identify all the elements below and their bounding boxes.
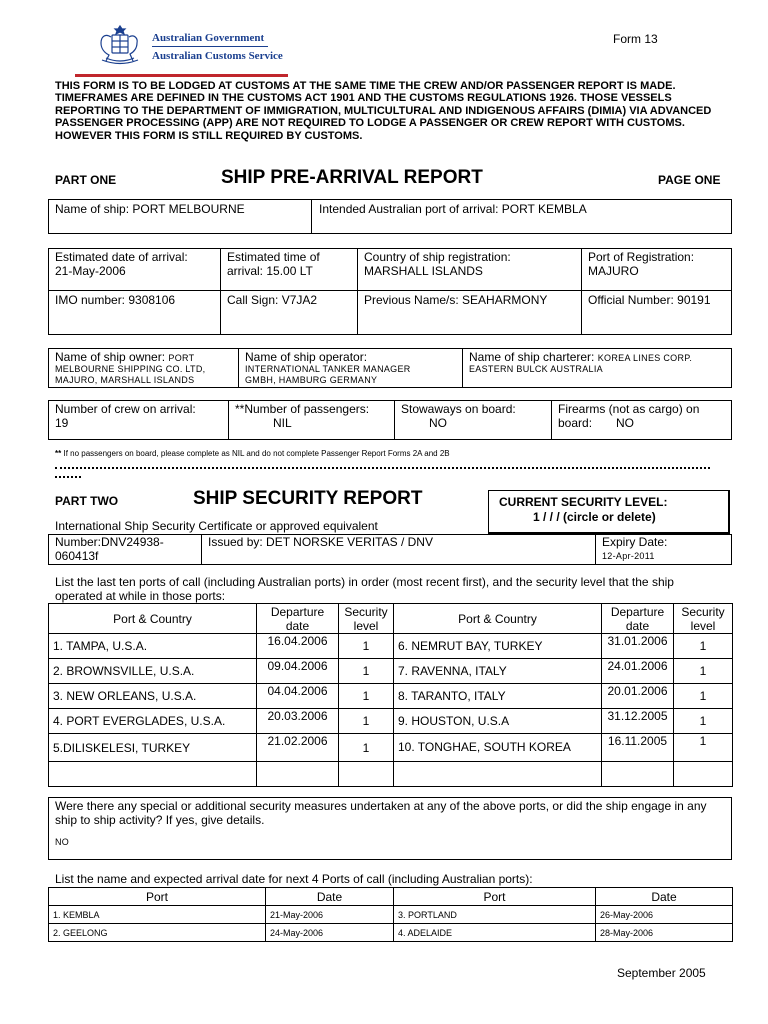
security-level-box [488,490,730,534]
date-cell: 04.04.2006 [257,684,339,709]
official-number: Official Number: 90191 [588,293,711,307]
col-header-port-left: Port & Country [49,604,257,634]
call-sign: Call Sign: V7JA2 [227,293,318,307]
security-report-title: SHIP SECURITY REPORT [193,488,423,509]
ports-intro: List the last ten ports of call (including Australian ports) in order (most recent first), and the security level that the ship operated at while in those ports: [55,575,674,603]
part-two-label: PART TWO [55,494,119,508]
port-cell: 10. TONGHAE, SOUTH KOREA [394,734,602,762]
footnote-stars: ** [55,449,62,458]
col-header-security-right: Security level [674,604,733,634]
port-cell: 4. PORT EVERGLADES, U.S.A. [49,709,257,734]
arrival-registration-box [48,248,732,335]
red-rule [75,74,288,77]
lodgement-notice: THIS FORM IS TO BE LODGED AT CUSTOMS AT THE SAME TIME THE CREW AND/OR PASSENGER REPORT IS MADE. TIMEFRAMES ARE DEFINED IN THE CUSTOMS ACT 1901 AND THE CUSTOMS REGULATIONS 1926. THOSE VESSELS REPORTING TO THE DEPARTMENT OF IMMIGRATION, MULTICULTURAL AND INDIGENOUS AFFAIRS (DIMIA) VIA ADVANCED PASSENGER PROCESSING (APP) ARE NOT REQUIRED TO LODGE A PASSENGER OR CREW REPORT WITH CUSTOMS. HOWEVER THIS FORM IS STILL REQUIRED BY CUSTOMS. [55,80,712,142]
coat-of-arms-logo [92,22,148,66]
level-cell: 1 [674,659,733,684]
firearms-label: Firearms (not as cargo) on [558,402,700,416]
col-header-security-left: Security level [339,604,394,634]
port-registration-label: Port of Registration: [588,250,695,264]
table-row-empty [49,762,733,787]
security-level-title: CURRENT SECURITY LEVEL: [499,495,668,509]
owner-label: Name of ship owner: [55,350,166,364]
form-number: Form 13 [613,32,658,46]
next-col-date-right: Date [596,888,733,906]
date-cell: 20.03.2006 [257,709,339,734]
country-value: MARSHALL ISLANDS [364,264,483,278]
col-header-departure-left: Departure date [257,604,339,634]
section-divider-tail [55,476,81,479]
eta-time-label: Estimated time of [227,250,320,264]
section-divider [55,467,710,470]
country-label: Country of ship registration: [364,250,511,264]
col-header-port-right: Port & Country [394,604,602,634]
level-cell: 1 [674,634,733,659]
date-cell: 16.04.2006 [257,634,339,659]
ship-name-box [48,199,732,234]
stowaways-value: NO [429,416,447,430]
port-cell: 7. RAVENNA, ITALY [394,659,602,684]
special-measures-question: Were there any special or additional security measures undertaken at any of the above ports, or did the ship engage in any ship to ship activity? If yes, give details. [55,799,707,827]
level-cell: 1 [674,684,733,709]
owner-value-3: MAJURO, MARSHALL ISLANDS [55,375,195,385]
port-cell: 5.DILISKELESI, TURKEY [49,734,257,762]
next-date-cell: 28-May-2006 [596,924,733,942]
next-col-date-left: Date [266,888,394,906]
crew-value: 19 [55,416,69,430]
owner-value-2: MELBOURNE SHIPPING CO. LTD, [55,364,206,374]
agency-name: Australian Customs Service [152,50,283,62]
date-cell: 21.02.2006 [257,734,339,762]
certificate-label: International Ship Security Certificate or approved equivalent [55,519,378,533]
table-row [49,684,733,709]
charterer-value-2: EASTERN BULCK AUSTRALIA [469,364,603,374]
issued-by: Issued by: DET NORSKE VERITAS / DNV [208,535,433,549]
security-level-options: 1 / / / (circle or delete) [533,510,656,524]
port-cell: 2. BROWNSVILLE, U.S.A. [49,659,257,684]
owner-operator-box [48,348,732,388]
table-row [49,734,733,762]
level-cell: 1 [339,709,394,734]
port-cell: 1. TAMPA, U.S.A. [49,634,257,659]
level-cell: 1 [339,659,394,684]
stowaways-label: Stowaways on board: [401,402,516,416]
level-cell: 1 [339,684,394,709]
level-cell: 1 [674,734,733,762]
last-ports-table [48,603,733,787]
next-date-cell: 21-May-2006 [266,906,394,924]
next-port-cell: 3. PORTLAND [394,906,596,924]
ship-name: Name of ship: PORT MELBOURNE [55,202,245,216]
previous-names: Previous Name/s: SEAHARMONY [364,293,548,307]
level-cell: 1 [674,709,733,734]
firearms-label-2: board: [558,416,593,430]
date-cell: 09.04.2006 [257,659,339,684]
special-measures-answer: NO [55,837,70,847]
gov-name: Australian Government [152,32,265,44]
certificate-number-2: 060413f [55,549,99,563]
crew-passenger-box [48,400,732,440]
firearms-value: NO [616,416,634,430]
next-date-cell: 24-May-2006 [266,924,394,942]
operator-value-1: INTERNATIONAL TANKER MANAGER [245,364,411,374]
next-port-cell: 2. GEELONG [49,924,266,942]
operator-value-2: GMBH, HAMBURG GERMANY [245,375,378,385]
charterer-value-1: KOREA LINES CORP. [597,353,693,363]
next-ports-intro: List the name and expected arrival date for next 4 Ports of call (including Australian ports): [55,872,533,886]
expiry-label: Expiry Date: [602,535,668,549]
owner-value-1: PORT [168,353,195,363]
port-cell: 8. TARANTO, ITALY [394,684,602,709]
special-measures-box [48,797,732,860]
date-cell: 16.11.2005 [602,734,674,762]
next-port-cell: 1. KEMBLA [49,906,266,924]
next-ports-table [48,887,733,942]
port-of-arrival: Intended Australian port of arrival: PORT KEMBLA [319,202,587,216]
passengers-value: NIL [273,416,292,430]
port-cell: 6. NEMRUT BAY, TURKEY [394,634,602,659]
eta-date-value: 21-May-2006 [55,264,126,278]
next-col-port-left: Port [49,888,266,906]
page-one-label: PAGE ONE [658,173,721,187]
passenger-footnote: If no passengers on board, please complete as NIL and do not complete Passenger Report Forms 2A and 2B [63,449,450,458]
passengers-label: **Number of passengers: [235,402,370,416]
col-header-departure-right: Departure date [602,604,674,634]
eta-date-label: Estimated date of arrival: [55,250,188,264]
expiry-value: 12-Apr-2011 [602,551,655,561]
table-row [49,906,733,924]
next-port-cell: 4. ADELAIDE [394,924,596,942]
certificate-box [48,534,732,565]
next-col-port-right: Port [394,888,596,906]
table-row [49,924,733,942]
imo-number: IMO number: 9308106 [55,293,176,307]
date-cell: 31.12.2005 [602,709,674,734]
port-cell: 9. HOUSTON, U.S.A [394,709,602,734]
certificate-number-1: Number:DNV24938- [55,535,164,549]
part-one-label: PART ONE [55,173,117,187]
date-cell: 31.01.2006 [602,634,674,659]
port-cell: 3. NEW ORLEANS, U.S.A. [49,684,257,709]
level-cell: 1 [339,734,394,762]
next-date-cell: 26-May-2006 [596,906,733,924]
port-registration-value: MAJURO [588,264,639,278]
table-row [49,659,733,684]
table-row [49,709,733,734]
charterer-label: Name of ship charterer: [469,350,595,364]
crew-label: Number of crew on arrival: [55,402,196,416]
gov-line-separator [152,46,268,47]
footer-date: September 2005 [617,966,706,980]
pre-arrival-title: SHIP PRE-ARRIVAL REPORT [221,167,483,188]
table-row [49,634,733,659]
operator-label: Name of ship operator: [245,350,368,364]
date-cell: 24.01.2006 [602,659,674,684]
eta-time-value: arrival: 15.00 LT [227,264,313,278]
level-cell: 1 [339,634,394,659]
date-cell: 20.01.2006 [602,684,674,709]
